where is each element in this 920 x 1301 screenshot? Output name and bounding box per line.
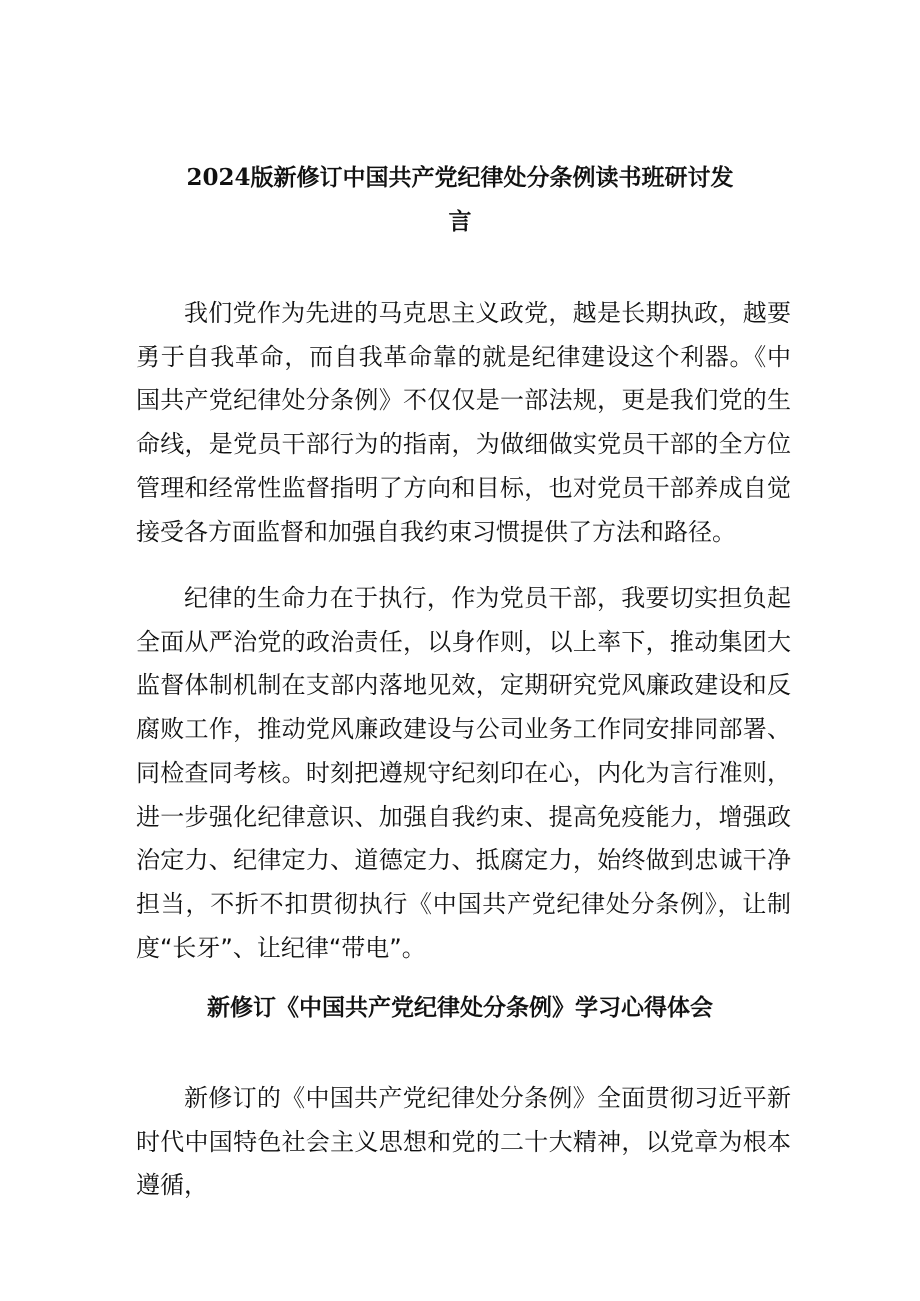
title-line-2: 言 [448,208,472,235]
paragraph-3: 新修订的《中国共产党纪律处分条例》全面贯彻习近平新时代中国特色社会主义思想和党的二十大精神，以党章为根本遵循， [136,1084,791,1200]
document-title [0,156,920,244]
section-subtitle: 新修订《中国共产党纪律处分条例》学习心得体会 [207,995,713,1021]
paragraph-2: 纪律的生命力在于执行，作为党员干部，我要切实担负起全面从严治党的政治责任，以身作则，以上率下，推动集团大监督体制机制在支部内落地见效，定期研究党风廉政建设和反腐败工作，推动党风廉政建设与公司业务工作同安排同部署、同检查同考核。时刻把遵规守纪刻印在心，内化为言行准则，进一步强化纪律意识、加强自我约束、提高免疫能力，增强政治定力、纪律定力、道德定力、抵腐定力，始终做到忠诚干净担当，不折不扣贯彻执行《中国共产党纪律处分条例》，让制度“长牙”、让纪律“带电”。 [136,584,791,962]
title-line-1: 2024版新修订中国共产党纪律处分条例读书班研讨发 [186,164,734,191]
paragraph-1: 我们党作为先进的马克思主义政党，越是长期执政，越要勇于自我革命，而自我革命靠的就是纪律建设这个利器。《中国共产党纪律处分条例》不仅仅是一部法规，更是我们党的生命线，是党员干部行为的指南，为做细做实党员干部的全方位管理和经常性监督指明了方向和目标，也对党员干部养成自觉接受各方面监督和加强自我约束习惯提供了方法和路径。 [136,299,791,546]
